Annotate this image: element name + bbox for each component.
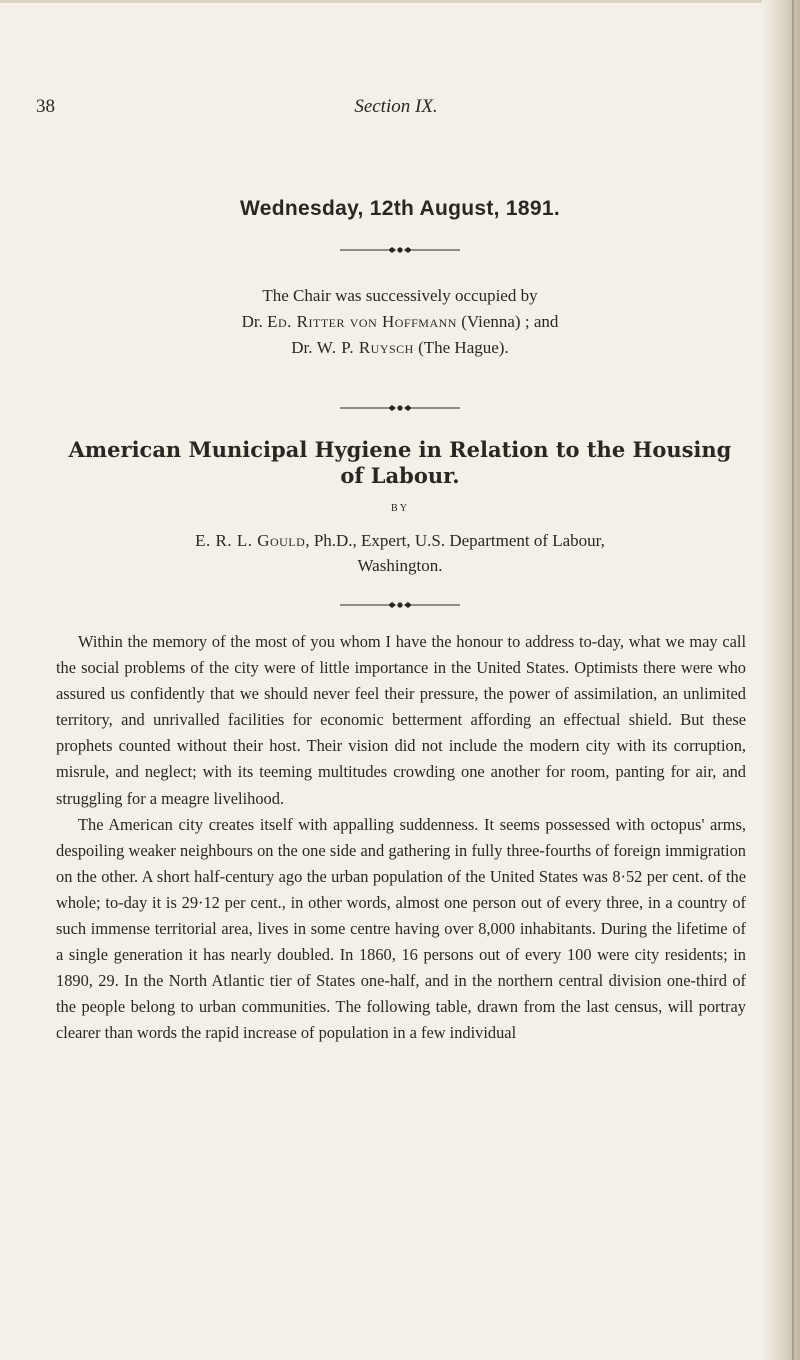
author-block bbox=[40, 528, 760, 578]
chair-line-1: The Chair was successively occupied by bbox=[262, 286, 538, 305]
article-title-line-2: of Labour. bbox=[340, 463, 460, 488]
author-line-2: Washington. bbox=[357, 556, 443, 575]
ornament-rule-icon bbox=[340, 244, 460, 256]
section-title: Section IX. bbox=[354, 96, 438, 117]
article-title bbox=[40, 437, 760, 489]
author-name: E. R. L. Gould bbox=[195, 531, 306, 550]
body-paragraph-1: Within the memory of the most of you whom I have the honour to address to-day, what we may call the social problems of the city were of little importance in the United States. Optimists there were who assured us confidently that we should never feel their pressure, the power of assimilation, an unlimited territory, and unrivalled facilities for economic betterment affording an effectual shield. But these prophets counted without their host. Their vision did not include the modern city with its corruption, misrule, and neglect; with its teeming multitudes crowding one another for room, panting for air, and struggling for a meagre livelihood. bbox=[56, 632, 746, 808]
author-line-1: E. R. L. Gould, Ph.D., Expert, U.S. Department of Labour, bbox=[195, 531, 605, 550]
ornament-rule-icon bbox=[340, 402, 460, 414]
article-body bbox=[56, 629, 746, 1047]
ornament-rule-icon bbox=[340, 599, 460, 611]
book-spine-edge bbox=[792, 0, 794, 1360]
ornament-divider-3 bbox=[40, 599, 760, 611]
article-title-line-1: American Municipal Hygiene in Relation to the Housing bbox=[68, 437, 732, 462]
book-spine-shadow bbox=[762, 0, 800, 1360]
chair-line-3: Dr. W. P. Ruysch (The Hague). bbox=[291, 338, 509, 357]
body-paragraph-2: The American city creates itself with appalling suddenness. It seems possessed with octopus' arms, despoiling weaker neighbours on the one side and gathering in fully three-fourths of foreign immigration on the other. A short half-century ago the urban population of the United States was 8·52 per cent. of the whole; to-day it is 29·12 per cent., in other words, almost one person out of every three, in a country of such immense territorial area, lives in some centre having over 8,000 inhabitants. During the lifetime of a single generation it has nearly doubled. In 1860, 16 persons out of every 100 were city residents; in 1890, 29. In the North Atlantic tier of States one-half, and in the northern central division one-third of the people belong to urban communities. The following table, drawn from the last census, will portray clearer than words the rapid increase of population in a few individual bbox=[56, 814, 746, 1043]
page-top-edge bbox=[0, 0, 800, 3]
running-head bbox=[36, 96, 756, 120]
page-number: 38 bbox=[36, 96, 55, 117]
ornament-divider-2 bbox=[40, 402, 760, 414]
chair-name-ruysch: W. P. Ruysch bbox=[316, 338, 414, 357]
ornament-divider-1 bbox=[40, 244, 760, 256]
chair-announcement bbox=[40, 283, 760, 361]
byline-label: BY bbox=[391, 503, 409, 514]
date-heading: Wednesday, 12th August, 1891. bbox=[240, 197, 560, 220]
chair-line-2: Dr. Ed. Ritter von Hoffmann (Vienna) ; and bbox=[241, 312, 559, 331]
chair-name-hoffmann: Ed. Ritter von Hoffmann bbox=[267, 312, 457, 331]
